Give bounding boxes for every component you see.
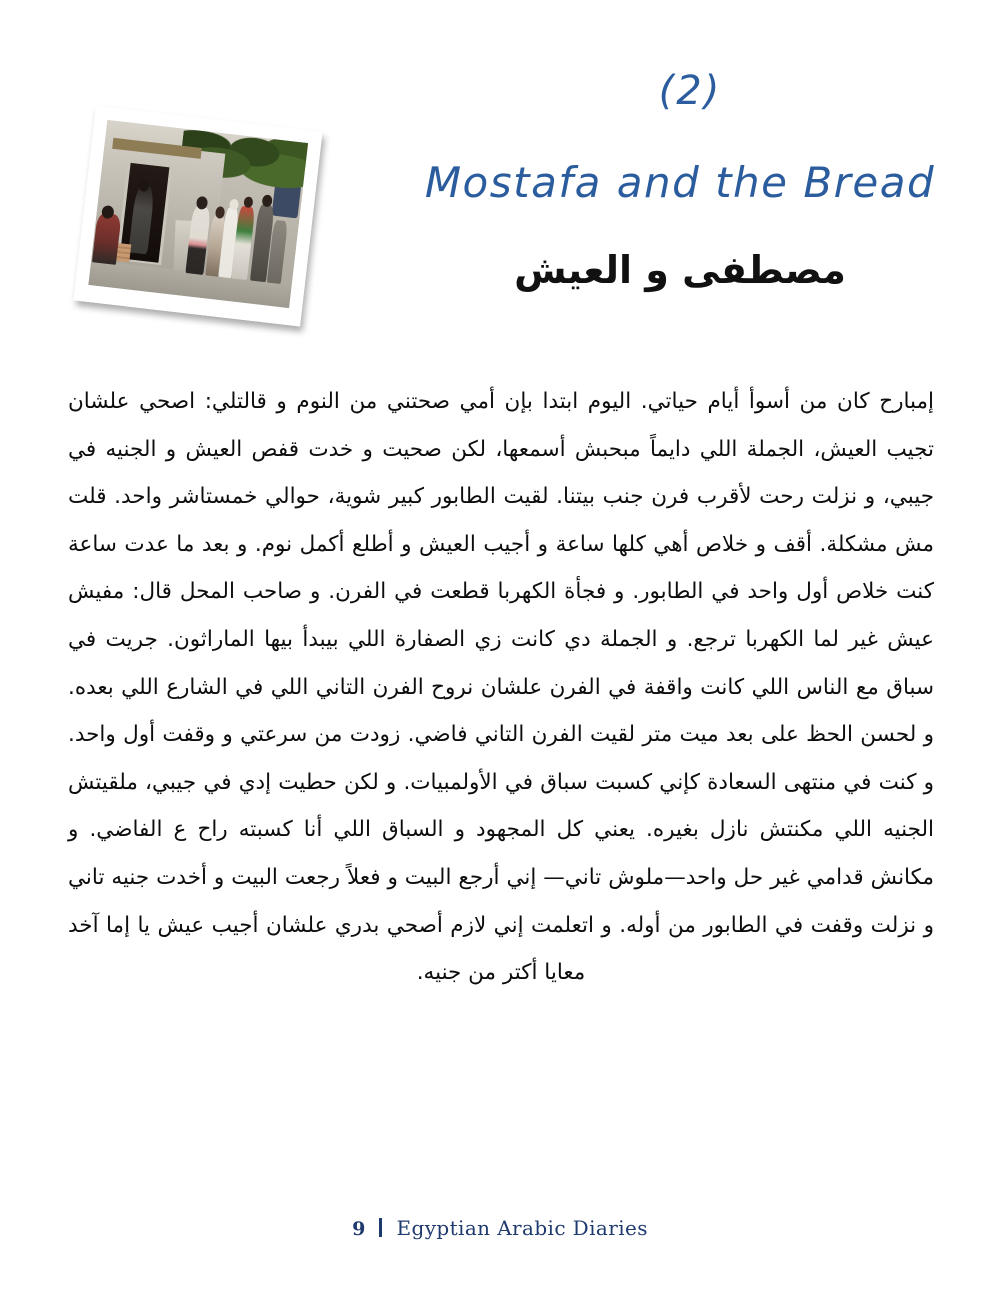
- body-paragraph-arabic: إمبارح كان من أسوأ أيام حياتي. اليوم ابتدا بإن أمي صحتني من النوم و قالتلي: اصحي علشان تجيب العيش، الجملة اللي دايماً مبحبش أسمعها، لكن صحيت و خدت قفص العيش و الجنيه في جيبي، و نزلت رحت لأقرب فرن جنب بيتنا. لقيت الطابور كبير شوية، حوالي خمستاشر واحد. قلت مش مشكلة. أقف و خلاص أهي كلها ساعة و أجيب العيش و أطلع أكمل نوم. و بعد ما عدت ساعة كنت خلاص أول واحد في الطابور. و فجأة الكهربا قطعت في الفرن. و صاحب المحل قال: مفيش عيش غير لما الكهربا ترجع. و الجملة دي كانت زي الصفارة اللي بيبدأ بيها الماراثون. جريت في سباق مع الناس اللي كانت واقفة في الفرن علشان نروح الفرن التاني اللي في الشارع اللي بعده. و لحسن الحظ على بعد ميت متر لقيت الفرن التاني فاضي. زودت من سرعتي و وقفت أول واحد. و كنت في منتهى السعادة كإني كسبت سباق في الأولمبيات. و لكن حطيت إدي في جيبي، ملقيتش الجنيه اللي مكنتش نازل بغيره. يعني كل المجهود و السباق اللي أنا كسبته راح ع الفاضي. و مكانش قدامي غير حل واحد—ملوش تاني— إني أرجع البيت و فعلاً رجعت البيت و أخدت جنيه تاني و نزلت وقفت في الطابور من أوله. و اتعلمت إني لازم أصحي بدري علشان أجيب عيش يا إما آخد معايا أكتر من جنيه.: [61, 389, 934, 986]
- chapter-photo: [73, 106, 322, 327]
- photo-frame: [73, 106, 322, 327]
- chapter-title-arabic: مصطفى و العيش: [514, 248, 846, 292]
- photo-image-bakery-queue: [88, 120, 308, 308]
- chapter-number: (2): [658, 68, 722, 114]
- footer-book-title: Egyptian Arabic Diaries: [396, 1216, 648, 1240]
- chapter-title-english: Mostafa and the Bread: [424, 158, 936, 207]
- footer-separator-icon: [379, 1218, 382, 1237]
- chapter-header: [0, 0, 1000, 360]
- page-footer: [0, 1216, 1000, 1240]
- footer-page-number: 9: [352, 1218, 366, 1240]
